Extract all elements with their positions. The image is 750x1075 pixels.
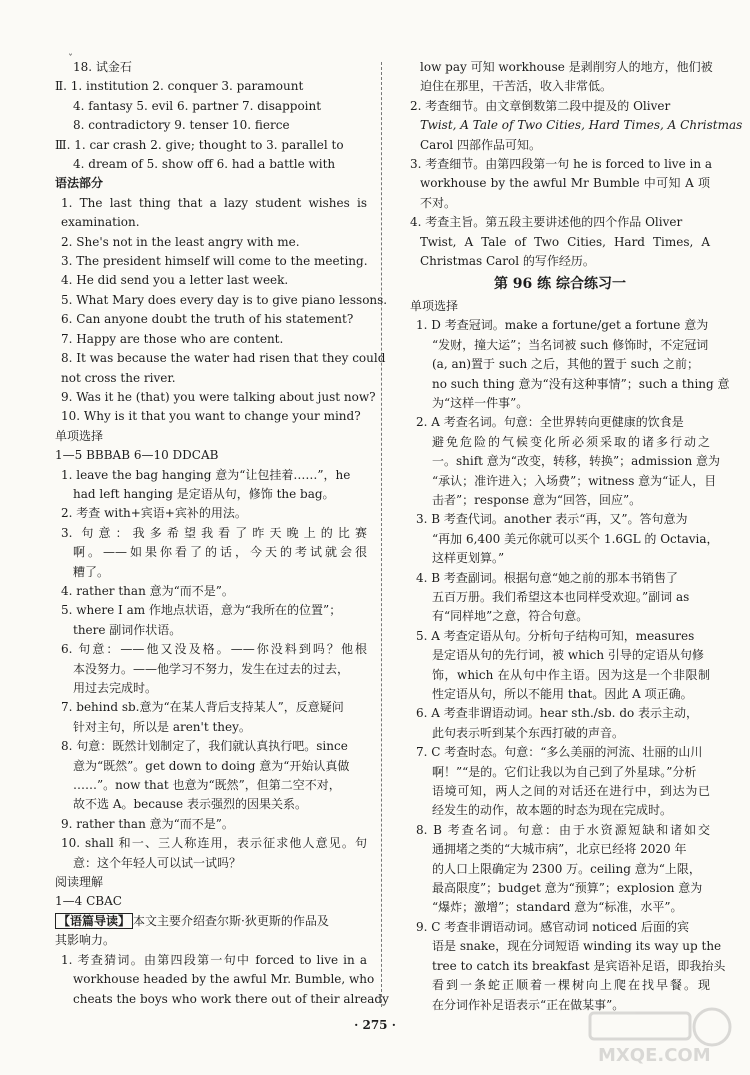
text-line: Ⅱ. 1. institution 2. conquer 3. paramount xyxy=(55,79,304,94)
section-title: 第 96 练 综合练习一 xyxy=(493,276,627,293)
text-line: Twist, A Tale of Two Cities, Hard Times, A xyxy=(420,234,710,249)
text-line: 意为“既然”。get down to doing 意为“开始认真做 xyxy=(73,758,350,773)
text-line: 8. It was because the water had risen that they could xyxy=(61,351,386,366)
text-line: 10. Why is it that you want to change your mind? xyxy=(61,409,361,424)
text-line: 1—4 CBAC xyxy=(55,894,122,909)
text-line: 7. C 考查时态。句意：“多么美丽的河流、壮丽的山川 xyxy=(416,745,703,760)
text-line: 为“这样一件事”。 xyxy=(432,395,529,410)
text-line: examination. xyxy=(61,215,140,230)
text-line: 1. leave the bag hanging 意为“让包挂着……”，he xyxy=(61,467,351,482)
text-line: 9. C 考查非谓语动词。感官动词 noticed 后面的宾 xyxy=(416,919,690,934)
text-line: low pay 可知 workhouse 是剥削穷人的地方，他们被 xyxy=(420,60,713,74)
text-line: 2. 考查细节。由文章倒数第二段中提及的 Oliver xyxy=(410,98,671,113)
text-line: 5. A 考查定语从句。分析句子结构可知，measures xyxy=(416,628,695,643)
text-line: 五百万册。我们希望这本也同样受欢迎。”副词 as xyxy=(432,589,690,604)
guide-label: 【语篇导读】 xyxy=(55,913,133,929)
text-line: 是定语从句的先行词，被 which 引导的定语从句修 xyxy=(432,648,704,663)
text-line: 6. 句意：——他又没及格。——你没料到吗？他根 xyxy=(61,642,367,657)
text-line: 1—5 BBBAB 6—10 DDCAB xyxy=(55,448,219,463)
text-line: 4. 考查主旨。第五段主要讲述他的四个作品 Oliver xyxy=(410,215,683,230)
text-line: 5. What Mary does every day is to give piano lessons. xyxy=(61,292,388,307)
text-line: 3. B 考查代词。another 表示“再，又”。答句意为 xyxy=(416,512,688,527)
text-line: there 副词作状语。 xyxy=(73,622,182,637)
text-line: 18. 试金石 xyxy=(73,60,132,74)
text-line: 本没努力。——他学习不努力，发生在过去的过去， xyxy=(73,661,350,676)
text-line: workhouse by the awful Mr Bumble 中可知 A 项 xyxy=(420,176,710,191)
left-column xyxy=(55,58,389,1009)
text-line: 啊！”“是的。它们让我以为自己到了外星球。”分析 xyxy=(432,764,697,779)
column-divider xyxy=(381,62,382,1007)
text-line: 4. fantasy 5. evil 6. partner 7. disappoint xyxy=(73,98,322,113)
text-line: 最高限度”；budget 意为“预算”；explosion 意为 xyxy=(432,881,703,896)
text-line: 4. He did send you a letter last week. xyxy=(61,273,289,288)
text-line: tree to catch its breakfast 是宾语补足语，即我抬头 xyxy=(432,958,726,973)
text-line: 单项选择 xyxy=(410,298,459,313)
text-line: 有“同样地”之意，符合句意。 xyxy=(432,609,589,624)
text-line: 语是 snake，现在分词短语 winding its way up the xyxy=(432,939,722,954)
text-line: 5. where I am 作地点状语，意为“我所在的位置”； xyxy=(61,603,342,618)
text-line: cheats the boys who work there out of their already xyxy=(73,991,389,1006)
text-line: 单项选择 xyxy=(55,428,104,443)
text-line: 通拥堵之类的“大城市病”，北京已经将 2020 年 xyxy=(432,842,687,857)
text-line: 3. The president himself will come to the meeting. xyxy=(61,254,368,269)
text-line: 看到一条蛇正顺着一棵树向上爬在找早餐。现 xyxy=(432,978,710,993)
text-line: “发财，撞大运”；当名词被 such 修饰时，不定冠词 xyxy=(432,337,709,352)
text-line: 语法部分 xyxy=(55,176,104,191)
text-line: 阅读理解 xyxy=(55,875,104,890)
text-line: had left hanging 是定语从句，修饰 the bag。 xyxy=(73,486,335,501)
text-line: 7. Happy are those who are content. xyxy=(61,331,284,346)
text-line: 4. rather than 意为“而不是”。 xyxy=(61,583,234,598)
text-line: 迫住在那里，干苦活，收入非常低。 xyxy=(420,79,613,94)
text-line: 意：这个年轻人可以试一试吗？ xyxy=(73,855,242,870)
watermark-logo xyxy=(586,1005,736,1067)
page-number: · 275 · xyxy=(354,1018,396,1032)
text-line: 9. Was it he (that) you were talking about just now? xyxy=(61,389,376,404)
text-line: Twist, A Tale of Two Cities, Hard Times, A Christmas xyxy=(420,118,743,133)
text-line: 在分词作补足语表示“正在做某事”。 xyxy=(432,997,625,1012)
guide-text: 本文主要介绍查尔斯·狄更斯的作品及 xyxy=(133,913,329,928)
text-line: 3. 句意：我多希望我看了昨天晚上的比赛 xyxy=(61,525,367,540)
text-line: 其影响力。 xyxy=(55,933,116,948)
text-line: 4. dream of 5. show off 6. had a battle with xyxy=(73,157,336,172)
text-line: 7. behind sb.意为“在某人背后支持某人”，反意疑问 xyxy=(61,700,344,715)
watermark-text: MXQE.COM xyxy=(598,1045,711,1066)
text-line: 4. B 考查副词。根据句意“她之前的那本书销售了 xyxy=(416,570,679,585)
right-column xyxy=(410,58,743,1015)
text-line: “爆炸；激增”；standard 意为“标准，水平”。 xyxy=(432,900,683,915)
text-line: ……”。now that 也意为“既然”，但第二空不对， xyxy=(73,778,341,793)
text-line: 啊。——如果你看了的话，今天的考试就会很 xyxy=(73,545,367,560)
text-line: Christmas Carol 的写作经历。 xyxy=(420,254,595,269)
text-line: 1. The last thing that a lazy student wishes is xyxy=(61,195,367,210)
text-line: 6. A 考查非谓语动词。hear sth./sb. do 表示主动， xyxy=(416,706,699,721)
column-tick-mark: ˇ xyxy=(68,54,73,65)
text-line: “再加 6,400 美元你就可以买个 1.6GL 的 Octavia， xyxy=(432,531,719,546)
text-line: 这样更划算。” xyxy=(432,551,505,566)
text-line: no such thing 意为“没有这种事情”；such a thing 意 xyxy=(432,376,730,391)
text-line: workhouse headed by the awful Mr. Bumble, who xyxy=(73,972,375,987)
text-line: 不对。 xyxy=(420,195,457,210)
text-line: 2. She's not in the least angry with me. xyxy=(61,234,300,249)
text-line: 饰，which 在从句中作主语。因为这是一个非限制 xyxy=(432,667,710,682)
text-line: 8. contradictory 9. tenser 10. fierce xyxy=(73,118,290,133)
text-line: 经发生的动作，故本题的时态为现在完成时。 xyxy=(432,803,673,818)
text-line: “承认；准许进入；入场费”；witness 意为“证人，目 xyxy=(432,473,717,488)
text-line: 2. 考查 with+宾语+宾补的用法。 xyxy=(61,506,247,521)
text-line: (a, an)置于 such 之后，其他的置于 such 之前； xyxy=(432,357,699,372)
text-line: Carol 四部作品可知。 xyxy=(420,137,541,152)
text-line: 语境可知，两人之间的对话还在进行中，到达为已 xyxy=(432,784,710,799)
text-line: 9. rather than 意为“而不是”。 xyxy=(61,816,234,831)
text-line: 10. shall 和一、三人称连用，表示征求他人意见。句 xyxy=(61,836,367,851)
text-line: 糟了。 xyxy=(73,564,110,579)
text-line: 针对主句，所以是 aren't they。 xyxy=(73,719,251,734)
text-line: 用过去完成时。 xyxy=(73,681,158,695)
text-line: 故不选 A。because 表示强烈的因果关系。 xyxy=(73,797,307,812)
text-line: 避免危险的气候变化所必须采取的诸多行动之 xyxy=(432,434,710,449)
text-line: 一。shift 意为“改变，转移，转换”；admission 意为 xyxy=(432,454,721,469)
text-line: Ⅲ. 1. car crash 2. give; thought to 3. parallel to xyxy=(55,137,344,152)
text-line: 击者”；response 意为“回答，回应”。 xyxy=(432,492,642,507)
text-line: 3. 考查细节。由第四段第一句 he is forced to live in a xyxy=(410,157,713,172)
text-line: 2. A 考查名词。句意：全世界转向更健康的饮食是 xyxy=(416,415,684,430)
right-column-answers xyxy=(410,297,730,1015)
text-line: 8. B 考查名词。句意：由于水资源短缺和诸如交 xyxy=(416,822,710,837)
text-line: 此句表示听到某个东西打破的声音。 xyxy=(432,725,625,740)
text-line: 性定语从句，所以不能用 that。因此 A 项正确。 xyxy=(432,687,693,701)
text-line: 的人口上限确定为 2300 万。ceiling 意为“上限， xyxy=(432,861,701,876)
text-line: not cross the river. xyxy=(61,370,176,385)
right-column-top xyxy=(410,58,743,271)
text-line: 1. 考查猜词。由第四段第一句中 forced to live in a xyxy=(61,952,367,967)
text-line: 6. Can anyone doubt the truth of his statement? xyxy=(61,312,354,327)
text-line xyxy=(55,912,367,931)
text-line: 8. 句意：既然计划制定了，我们就认真执行吧。since xyxy=(61,739,348,754)
text-line: 1. D 考查冠词。make a fortune/get a fortune 意为 xyxy=(416,318,709,333)
